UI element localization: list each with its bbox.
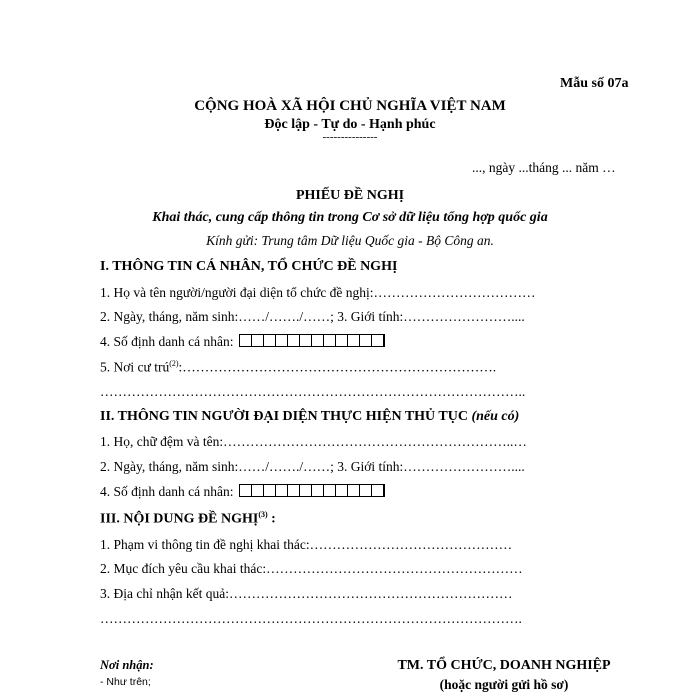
addressee: Kính gửi: Trung tâm Dữ liệu Quốc gia - Bộ Công an. [206,233,494,248]
signer-title: TM. TỔ CHỨC, DOANH NGHIỆP [397,658,611,673]
section2-id-line [100,484,385,500]
recipients-item: - Như trên; [100,676,151,688]
form-subtitle: Khai thác, cung cấp thông tin trong Cơ sở dữ liệu tổng hợp quốc gia [152,210,548,225]
section3-heading [100,510,276,528]
section3-purpose-line: 2. Mục đích yêu cầu khai thác:………………………………………………… [100,561,523,576]
form-title: PHIẾU ĐỀ NGHỊ [295,188,405,203]
section3-heading-text: III. NỘI DUNG ĐỀ NGHỊ [100,511,259,527]
section3-address-line: 3. Địa chỉ nhận kết quả:……………………………………………………… [100,586,513,601]
residence-label: 5. Nơi cư trú [100,359,170,375]
section1-birth-gender-line: 2. Ngày, tháng, năm sinh:……/……./……; 3. Giới tính:…………………….... [100,309,525,324]
form-number: Mẫu số 07a [560,76,629,91]
section3-scope-line: 1. Phạm vi thông tin đề nghị khai thác:……………………………………… [100,537,513,552]
section2-id-label: 4. Số định danh cá nhân: [100,484,234,499]
section1-residence-line [100,359,496,376]
section1-extra-line: ………………………………………………………………………………….. [100,384,526,399]
residence-note-ref: (2) [169,359,179,368]
section3-heading-tail: : [267,511,276,527]
date-line: ..., ngày ...tháng ... năm … [472,160,616,175]
recipients-label: Nơi nhận: [100,658,154,672]
motto: Độc lập - Tự do - Hạnh phúc [264,117,436,132]
section2-heading-text: II. THÔNG TIN NGƯỜI ĐẠI DIỆN THỰC HIỆN THỦ TỤC [100,409,468,424]
residence-dots: :……………………………………………………………. [178,359,497,375]
section3-note-ref: (3) [258,510,268,519]
section1-fullname-line: 1. Họ và tên người/người đại diện tổ chức đề nghị:……………………………… [100,285,536,300]
section2-fullname-line: 1. Họ, chữ đệm và tên:………………………………………………………..… [100,434,527,449]
section2-birth-gender-line: 2. Ngày, tháng, năm sinh:……/……./……; 3. Giới tính:…………………….... [100,459,525,474]
id-number-boxes [239,334,385,347]
header-divider: --------------- [322,131,378,143]
section1-heading: I. THÔNG TIN CÁ NHÂN, TỔ CHỨC ĐỀ NGHỊ [100,259,398,274]
id-number-boxes [239,484,385,497]
signer-subtitle: (hoặc người gửi hồ sơ) [439,677,569,692]
section3-extra-line: …………………………………………………………………………………. [100,611,522,626]
section2-heading [100,409,519,425]
section2-heading-note: (nếu có) [471,409,520,424]
section1-id-label: 4. Số định danh cá nhân: [100,334,234,349]
republic-title: CỘNG HOÀ XÃ HỘI CHỦ NGHĨA VIỆT NAM [194,98,506,114]
section1-id-line [100,334,385,350]
